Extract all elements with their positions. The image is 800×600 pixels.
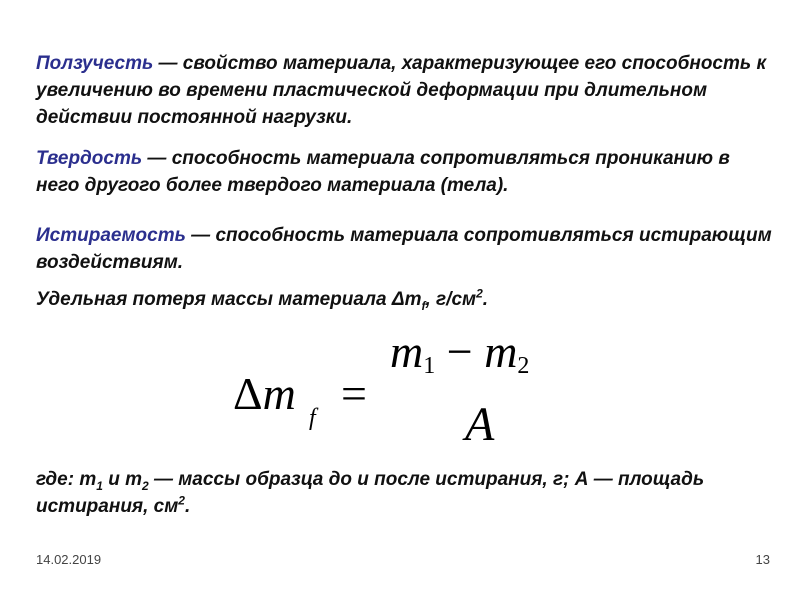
legend-text-2: и m bbox=[102, 469, 142, 490]
specific-mass-loss-line bbox=[36, 286, 776, 313]
slide-date: 14.02.2019 bbox=[36, 552, 102, 567]
definition-creep bbox=[36, 50, 776, 131]
legend-text-1: где: m bbox=[36, 469, 97, 490]
formula-m1: m bbox=[390, 326, 424, 377]
formula-m2: m bbox=[484, 326, 518, 377]
definition-abrasion-text: — способность материала сопротивляться истирающим воздействиям. bbox=[36, 225, 772, 273]
mass-loss-unit-exponent: 2 bbox=[476, 286, 483, 301]
formula-lhs bbox=[233, 367, 296, 420]
mass-loss-period: . bbox=[482, 289, 489, 310]
formula-equals: = bbox=[341, 368, 367, 419]
formula-lhs-m: m bbox=[262, 368, 296, 419]
definition-creep-text: — свойство материала, характеризующее его способность к увеличению во времени пластической деформации при длительном действии постоянной нагрузки. bbox=[36, 53, 767, 128]
mass-loss-subscript: f bbox=[421, 298, 426, 313]
formula-fraction-bar bbox=[385, 391, 581, 393]
term-hardness: Твердость bbox=[36, 148, 143, 169]
legend-m1-index: 1 bbox=[96, 478, 103, 493]
formula-delta: Δ bbox=[233, 368, 263, 419]
formula-m2-index: 2 bbox=[517, 353, 530, 379]
definition-hardness bbox=[36, 145, 776, 199]
definition-hardness-text: — способность материала сопротивляться прониканию в него другого более твердого материала (тела). bbox=[36, 148, 730, 196]
legend-unit-exponent: 2 bbox=[178, 493, 185, 508]
formula-denominator: A bbox=[465, 398, 495, 451]
formula-lhs-subscript: f bbox=[309, 405, 316, 431]
formula-numerator bbox=[390, 325, 529, 380]
term-creep: Ползучесть bbox=[36, 53, 154, 74]
formula-m1-index: 1 bbox=[423, 353, 436, 379]
slide-number: 13 bbox=[755, 552, 770, 567]
term-abrasion: Истираемость bbox=[36, 225, 186, 246]
mass-loss-unit: , г/см bbox=[425, 289, 477, 310]
formula-legend bbox=[36, 466, 776, 520]
definition-abrasion bbox=[36, 222, 776, 276]
legend-m2-index: 2 bbox=[141, 478, 149, 493]
formula-minus: − bbox=[435, 326, 485, 377]
legend-period: . bbox=[184, 496, 191, 517]
mass-loss-text: Удельная потеря массы материала Δm bbox=[36, 289, 422, 310]
legend-text-3: — массы образца до и после истирания, г; А — площадь истирания, см bbox=[36, 469, 705, 517]
mass-loss-formula bbox=[225, 325, 605, 455]
